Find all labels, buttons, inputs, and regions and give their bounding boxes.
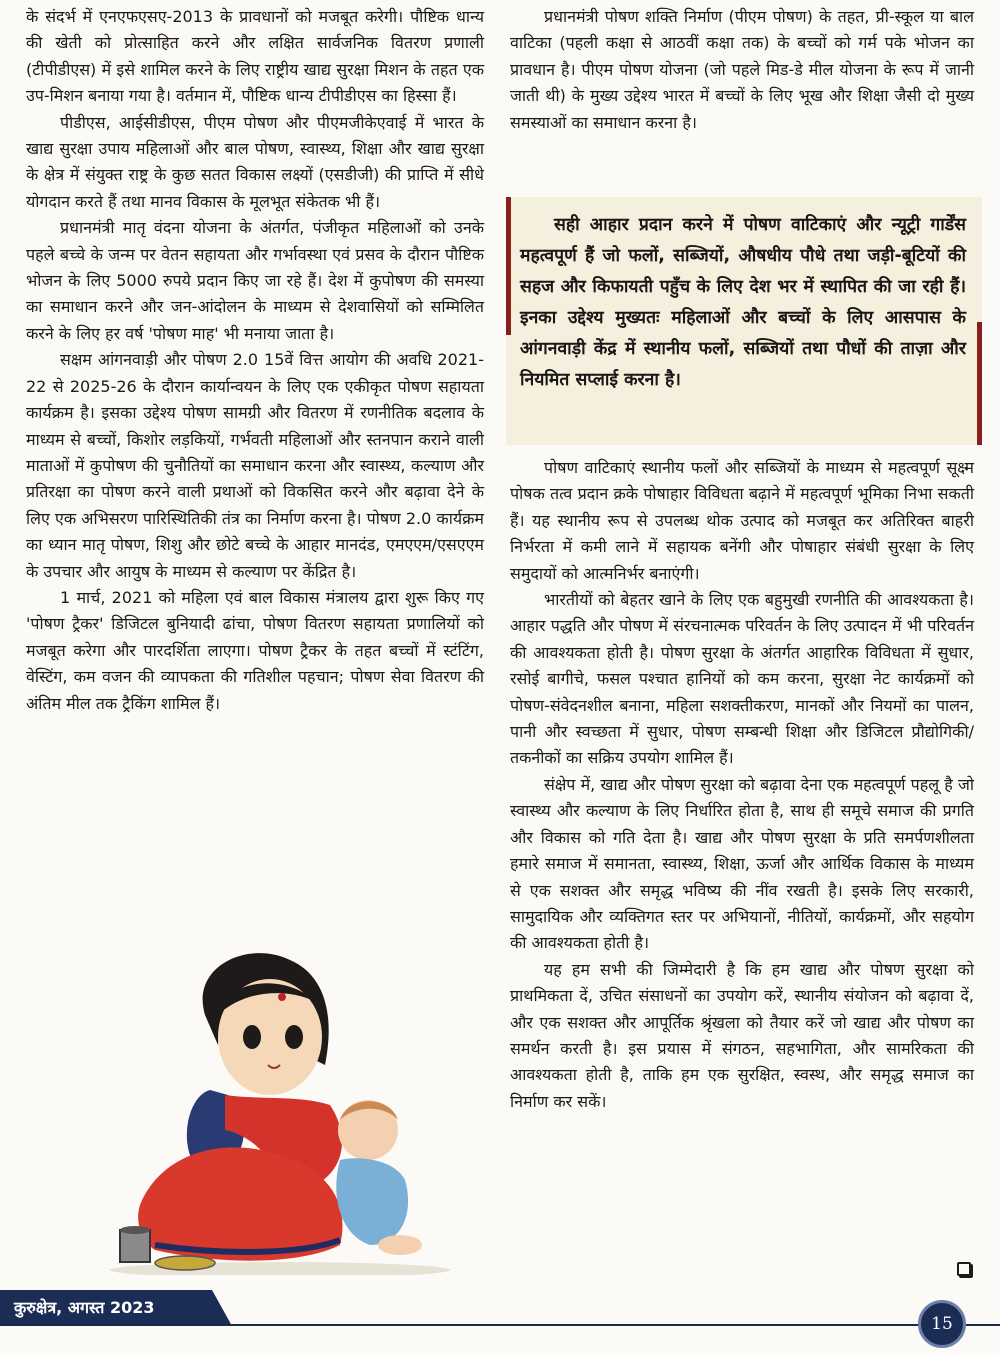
right-column-top (510, 4, 974, 136)
left-column (26, 4, 484, 717)
mother-feeding-child-illustration (100, 945, 450, 1275)
paragraph: संक्षेप में, खाद्य और पोषण सुरक्षा को बढ़ावा देना एक महत्वपूर्ण पहलू है जो स्वास्थ्य और कल्याण के लिए निर्धारित होता है, साथ ही समूचे समाज की प्रगति और विकास को गति देता है। खाद्य और पोषण सुरक्षा के प्रति समर्पणशीलता हमारे समाज में समानता, स्वास्थ्य, शिक्षा, ऊर्जा और आर्थिक विकास के माध्यम से एक सशक्त और समृद्ध भविष्य की नींव रखती है। इसके लिए सरकारी, सामुदायिक और व्यक्तिगत स्तर पर अभियानों, नीतियों, कार्यक्रमों, और सहयोग की आवश्यकता होती है। (510, 774, 974, 953)
paragraph: यह हम सभी की जिम्मेदारी है कि हम खाद्य और पोषण सुरक्षा को प्राथमिकता दें, उचित संसाधनों का उपयोग करें, स्थानीय संयोजन को बढ़ावा दें, और एक सशक्त और आपूर्तिक श्रृंखला को तैयार करें जो खाद्य और पोषण का समर्थन करती है। इस प्रयास में संगठन, सहभागिता, और सामरिकता की आवश्यकता होती है, ताकि हम एक सुरक्षित, स्वस्थ, और समृद्ध समाज का निर्माण कर सकें। (510, 959, 974, 1111)
paragraph: 1 मार्च, 2021 को महिला एवं बाल विकास मंत्रालय द्वारा शुरू किए गए 'पोषण ट्रैकर' डिजिटल बुनियादी ढांचा, पोषण वितरण सहायता प्रणालियों को मजबूत करेगा और पारदर्शिता लाएगा। पोषण ट्रैकर के तहत बच्चों में स्टंटिंग, वेस्टिंग, कम वजन की व्यापकता की गतिशील पहचान; पोषण सेवा वितरण की अंतिम मील तक ट्रैकिंग शामिल हैं। (26, 587, 484, 713)
paragraph: प्रधानमंत्री पोषण शक्ति निर्माण (पीएम पोषण) के तहत, प्री-स्कूल या बाल वाटिका (पहली कक्षा से आठवीं कक्षा तक) के बच्चों को गर्म पके भोजन का प्रावधान है। पीएम पोषण योजना (जो पहले मिड-डे मील योजना के रूप में जानी जाती थी) के मुख्य उद्देश्य भारत में बच्चों के लिए भूख और शिक्षा जैसी दो मुख्य समस्याओं का समाधान करना है। (510, 7, 974, 132)
paragraph: पीडीएस, आईसीडीएस, पीएम पोषण और पीएमजीकेएवाई में भारत के खाद्य सुरक्षा उपाय महिलाओं और बाल पोषण, स्वास्थ्य, शिक्षा और खाद्य सुरक्षा के क्षेत्र में संयुक्त राष्ट्र के कुछ सतत विकास लक्ष्यों (एसडीजी) की प्राप्ति में सीधे योगदान करते हैं तथा मानव विकास के मूलभूत संकेतक भी हैं। (26, 112, 484, 211)
publication-footer: कुरुक्षेत्र, अगस्त 2023 (14, 1298, 155, 1317)
highlight-bar-right (977, 322, 982, 445)
page-number-text: 15 (931, 1314, 953, 1334)
paragraph: के संदर्भ में एनएफएसए-2013 के प्रावधानों को मजबूत करेगी। पौष्टिक धान्य की खेती को प्रोत्साहित करने और लक्षित सार्वजनिक वितरण प्रणाली (टीपीडीएस) में इसे शामिल करने के लिए राष्ट्रीय खाद्य सुरक्षा मिशन के तहत एक उप-मिशन बनाया गया है। वर्तमान में, पौष्टिक धान्य टीपीडीएस का हिस्सा हैं। (26, 7, 484, 106)
right-column-bottom (510, 455, 974, 1115)
paragraph: भारतीयों को बेहतर खाने के लिए एक बहुमुखी रणनीति की आवश्यकता है। आहार पद्धति और पोषण में संरचनात्मक परिवर्तन के लिए उत्पादन में भी परिवर्तन की आवश्यकता होती है। पोषण सुरक्षा के अंतर्गत आहारिक विविधता में सुधार, रसोई बागीचे, फसल पश्चात हानियों को कम करना, सुरक्षा नेट कार्यक्रमों को पोषण-संवेदनशील बनाना, महिला सशक्तीकरण, मानकों और नियमों का पालन, पानी और स्वच्छता में सुधार, पोषण सम्बन्धी शिक्षा और डिजिटल प्रौद्योगिकी/ तकनीकों का सक्रिय उपयोग शामिल हैं। (510, 590, 974, 768)
paragraph: प्रधानमंत्री मातृ वंदना योजना के अंतर्गत, पंजीकृत महिलाओं को उनके पहले बच्चे के जन्म पर वेतन सहायता और गर्भावस्था एवं प्रसव के दौरान पौष्टिक भोजन के लिए 5000 रुपये प्रदान किए जा रहे हैं। देश में कुपोषण की समस्या का समाधान करने और जन-आंदोलन के माध्यम से देशवासियों को सम्मिलित करने के लिए हर वर्ष 'पोषण माह' भी मनाया जाता है। (26, 218, 484, 343)
page-number (918, 1300, 966, 1348)
highlight-quote: सही आहार प्रदान करने में पोषण वाटिकाएं और न्यूट्री गार्डेंस महत्वपूर्ण हैं जो फलों, सब्जियों, औषधीय पौधे तथा जड़ी-बूटियों की सहज और किफायती पहुँच के लिए देश भर में स्थापित की जा रही हैं। इनका उद्देश्य मुख्यतः महिलाओं और बच्चों के लिए आसपास के आंगनवाड़ी केंद्र में स्थानीय फलों, सब्जियों तथा पौधों की ताज़ा और नियमित सप्लाई करना है। (520, 215, 966, 390)
paragraph: पोषण वाटिकाएं स्थानीय फलों और सब्जियों के माध्यम से महत्वपूर्ण सूक्ष्म पोषक तत्व प्रदान क्रकेे पोषाहार विविधता बढ़ाने में महत्वपूर्ण भूमिका निभा सकती हैं। यह स्थानीय रूप से उपलब्ध थोक उत्पाद को मजबूत कर अतिरिक्त बाहरी निर्भरता में कमी लाने में सहायक बनेंगी और पोषाहार संबंधी सुरक्षा के लिए समुदायों को आत्मनिर्भर बनाएंगी। (510, 458, 974, 583)
highlight-bar-left (506, 197, 511, 335)
footer-rule (0, 1324, 1000, 1326)
paragraph: सक्षम आंगनवाड़ी और पोषण 2.0 15वें वित्त आयोग की अवधि 2021-22 से 2025-26 के दौरान कार्यान्वयन के लिए एक एकीकृत पोषण सहायता कार्यक्रम है। इसका उद्देश्य पोषण सामग्री और वितरण में रणनीतिक बदलाव के माध्यम से बच्चों, किशोर लड़कियों, गर्भवती महिलाओं और स्तनपान कराने वाली माताओं में कुपोषण की चुनौतियों का समाधान करना और स्वास्थ्य, कल्याण और प्रतिरक्षा का पोषण करने वाली प्रथाओं को विकसित करने और बढ़ावा देने के लिए एक अभिसरण पारिस्थितिकी तंत्र का निर्माण करना है। पोषण 2.0 कार्यक्रम का ध्यान मातृ पोषण, शिशु और छोटे बच्चे के आहार मानदंड, एमएएम/एसएएम के उपचार और आयुष के माध्यम से कल्याण पर केंद्रित है। (26, 350, 484, 581)
end-of-article-icon (957, 1262, 971, 1276)
